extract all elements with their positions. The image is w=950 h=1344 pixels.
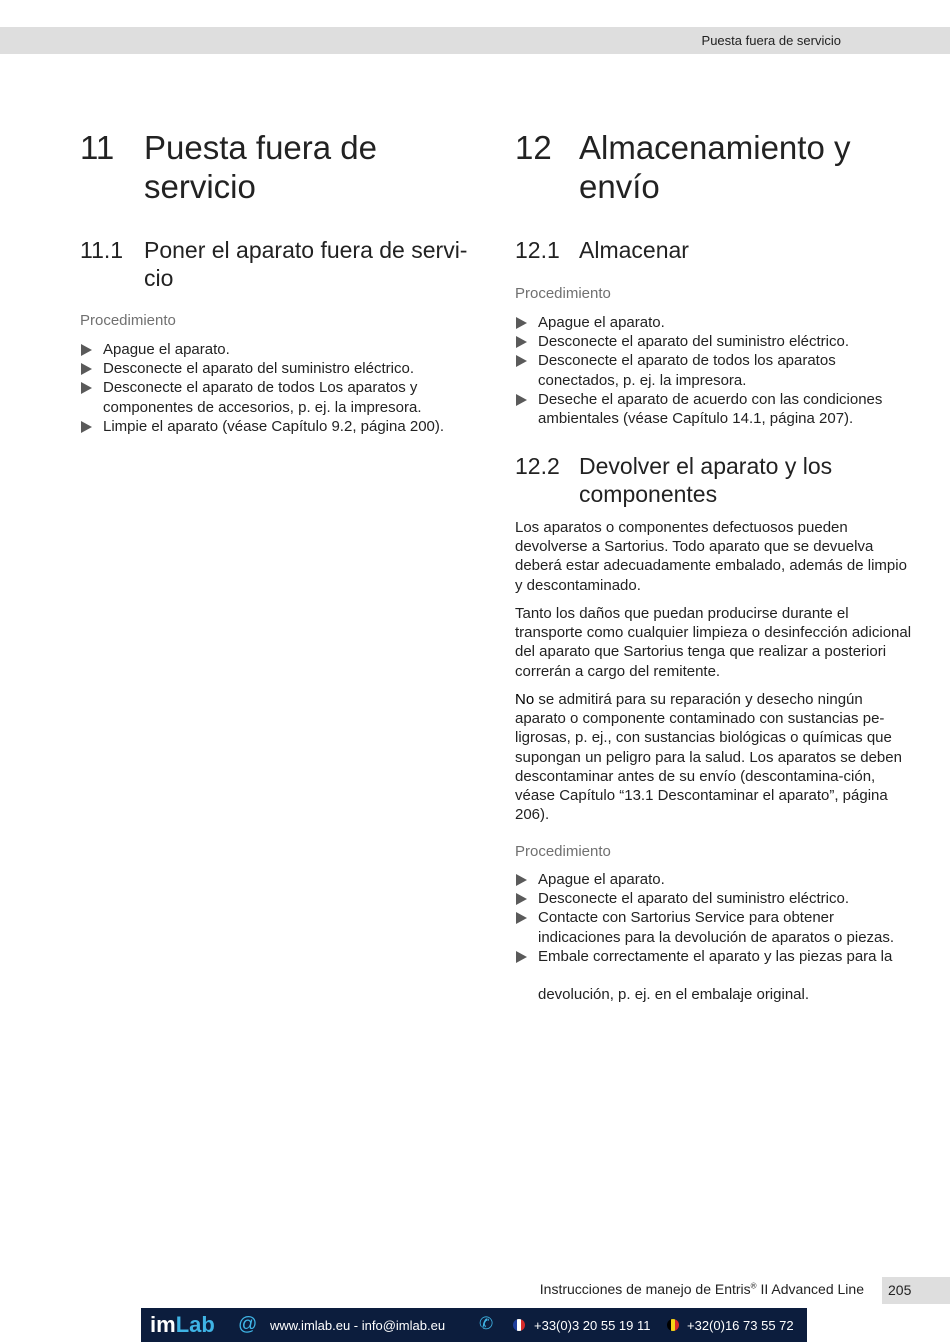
phone-fr[interactable]: +33(0)3 20 55 19 11: [534, 1318, 651, 1333]
list-item: Desconecte el aparato del suministro eléctrico.: [515, 889, 915, 908]
body-paragraph: Tanto los daños que puedan producirse durante el transporte como cualquier limpieza o desinfección adicional del aparato que Sartorius tenga que realizar a posteriori correrán a cargo del remitente.: [515, 605, 912, 680]
section-title: Poner el aparato fuera de servi-cio: [144, 237, 468, 291]
body-paragraph: Los aparatos o componentes defectuosos pueden devolverse a Sartorius. Todo aparato que se devuelva deberá estar adecuadamente embalado, además de limpio y descontaminado.: [515, 519, 907, 594]
imlab-logo: imLab: [150, 1312, 215, 1337]
arrow-bullet-icon: [516, 893, 527, 905]
list-item: Contacte con Sartorius Service para obtener indicaciones para la devolución de aparatos o piezas.: [515, 908, 915, 946]
procedure-steps: [515, 870, 915, 966]
list-item: Apague el aparato.: [80, 340, 480, 359]
list-item: Desconecte el aparato de todos Los aparatos y componentes de accesorios, p. ej. la impresora.: [80, 378, 480, 416]
chapter-title: Puesta fuera de servicio: [144, 129, 377, 205]
list-item: Apague el aparato.: [515, 870, 915, 889]
section-title: Devolver el aparato y los componentes: [579, 453, 833, 507]
procedure-steps: [80, 340, 480, 436]
section-number: 12.2: [515, 453, 560, 479]
list-item: Embale correctamente el aparato y las piezas para la: [515, 947, 915, 966]
chapter-number: 12: [515, 129, 552, 166]
at-icon: @: [238, 1314, 258, 1335]
running-title: Puesta fuera de servicio: [701, 33, 841, 48]
list-item-continuation: devolución, p. ej. en el embalaje original.: [538, 986, 810, 1003]
section-number: 11.1: [80, 237, 124, 263]
chapter-title: Almacenamiento y envío: [579, 129, 851, 205]
flag-be-icon: [667, 1319, 679, 1331]
arrow-bullet-icon: [516, 874, 527, 886]
imlab-banner[interactable]: [141, 1308, 807, 1342]
list-item: Desconecte el aparato del suministro eléctrico.: [80, 359, 480, 378]
arrow-bullet-icon: [81, 363, 92, 375]
list-item: Limpie el aparato (véase Capítulo 9.2, página 200).: [80, 417, 480, 436]
arrow-bullet-icon: [516, 355, 527, 367]
procedure-steps: [515, 313, 915, 428]
manual-title: Instrucciones de manejo de Entris® II Advanced Line: [539, 1281, 864, 1297]
arrow-bullet-icon: [516, 317, 527, 329]
procedure-label: Procedimiento: [515, 285, 611, 302]
emphasis-no: No: [515, 691, 535, 708]
web-email-link[interactable]: www.imlab.eu - info@imlab.eu: [270, 1318, 446, 1333]
list-item: Apague el aparato.: [515, 313, 915, 332]
arrow-bullet-icon: [516, 912, 527, 924]
page-number: 205: [882, 1277, 950, 1304]
section-number: 12.1: [515, 237, 560, 263]
phone-be[interactable]: +32(0)16 73 55 72: [687, 1318, 794, 1333]
section-title: Almacenar: [579, 237, 689, 263]
arrow-bullet-icon: [81, 421, 92, 433]
arrow-bullet-icon: [81, 344, 92, 356]
list-item: Deseche el aparato de acuerdo con las condiciones ambientales (véase Capítulo 14.1, página 207).: [515, 390, 915, 428]
running-header: [0, 27, 950, 54]
flag-fr-icon: [513, 1319, 525, 1331]
arrow-bullet-icon: [516, 394, 527, 406]
arrow-bullet-icon: [516, 336, 527, 348]
phone-icon: ✆: [479, 1314, 494, 1333]
body-paragraph: No se admitirá para su reparación y desecho ningún aparato o componente contaminado con sustancias pe-ligrosas, p. ej., con sustancias biológicas o químicas que supongan un peligro para la salud. Los aparatos se deben descontaminar antes de su envío (descontamina-ción, véase Capítulo “13.1 Descontaminar el aparato”, página 206).: [515, 691, 902, 824]
procedure-label: Procedimiento: [515, 843, 611, 860]
arrow-bullet-icon: [516, 951, 527, 963]
list-item: Desconecte el aparato del suministro eléctrico.: [515, 332, 915, 351]
arrow-bullet-icon: [81, 382, 92, 394]
chapter-number: 11: [80, 129, 115, 166]
list-item: Desconecte el aparato de todos los aparatos conectados, p. ej. la impresora.: [515, 351, 915, 389]
procedure-label: Procedimiento: [80, 312, 176, 329]
